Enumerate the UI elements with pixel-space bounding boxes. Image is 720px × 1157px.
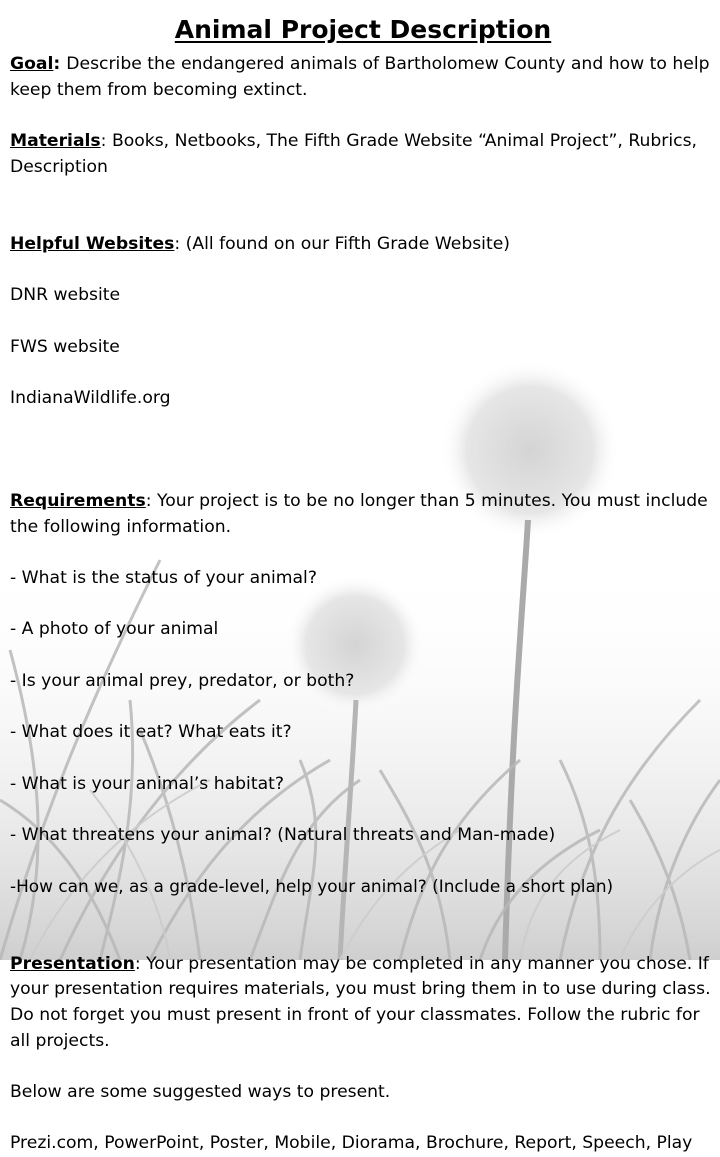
helpful-websites-section xyxy=(10,206,716,437)
requirements-text: Your project is to be no longer than 5 minutes. You must include the following information. xyxy=(10,490,708,537)
requirement-item: - Is your animal prey, predator, or both? xyxy=(10,670,355,691)
requirement-item: - What threatens your animal? (Natural threats and Man-made) xyxy=(10,825,556,846)
requirement-item: - What is the status of your animal? xyxy=(10,568,317,589)
materials-separator: : xyxy=(100,131,112,152)
requirement-item: - A photo of your animal xyxy=(10,619,219,640)
helpful-websites-note: (All found on our Fifth Grade Website) xyxy=(185,233,510,254)
goal-separator: : xyxy=(53,54,67,74)
helpful-websites-separator: : xyxy=(174,233,186,254)
requirements-label: Requirements xyxy=(10,490,146,511)
requirements-separator: : xyxy=(145,490,157,511)
requirement-item: -How can we, as a grade-level, help your animal? (Include a short plan) xyxy=(10,876,614,897)
requirement-item: - What is your animal’s habitat? xyxy=(10,773,284,794)
page-title: Animal Project Description xyxy=(174,15,552,44)
goal-text: Describe the endangered animals of Bartholomew County and how to help keep them from becoming extinct. xyxy=(10,54,710,100)
presentation-separator: : xyxy=(134,953,147,974)
helpful-websites-label: Helpful Websites xyxy=(10,233,175,254)
website-item: FWS website xyxy=(10,336,120,357)
presentation-section xyxy=(10,952,716,1055)
requirement-item: - What does it eat? What eats it? xyxy=(10,722,292,743)
suggested-formats-list: Prezi.com, PowerPoint, Poster, Mobile, Diorama, Brochure, Report, Speech, Play xyxy=(10,1133,693,1154)
materials-label: Materials xyxy=(10,131,101,152)
presentation-text: Your presentation may be completed in any manner you chose. If your presentation requires materials, you must bring them in to use during class. Do not forget you must present in front of your classmates. Follow the rubric for all projects. xyxy=(10,953,711,1051)
presentation-label: Presentation xyxy=(10,953,135,974)
suggested-intro: Below are some suggested ways to present. xyxy=(10,1082,391,1103)
document-body xyxy=(10,0,716,1157)
materials-text: Books, Netbooks, The Fifth Grade Website “Animal Project”, Rubrics, Description xyxy=(10,131,698,177)
requirements-section xyxy=(10,463,716,926)
website-item: DNR website xyxy=(10,285,121,306)
materials-section xyxy=(10,129,716,180)
goal-label: Goal xyxy=(10,54,54,74)
website-item: IndianaWildlife.org xyxy=(10,388,171,409)
goal-section xyxy=(10,52,716,103)
